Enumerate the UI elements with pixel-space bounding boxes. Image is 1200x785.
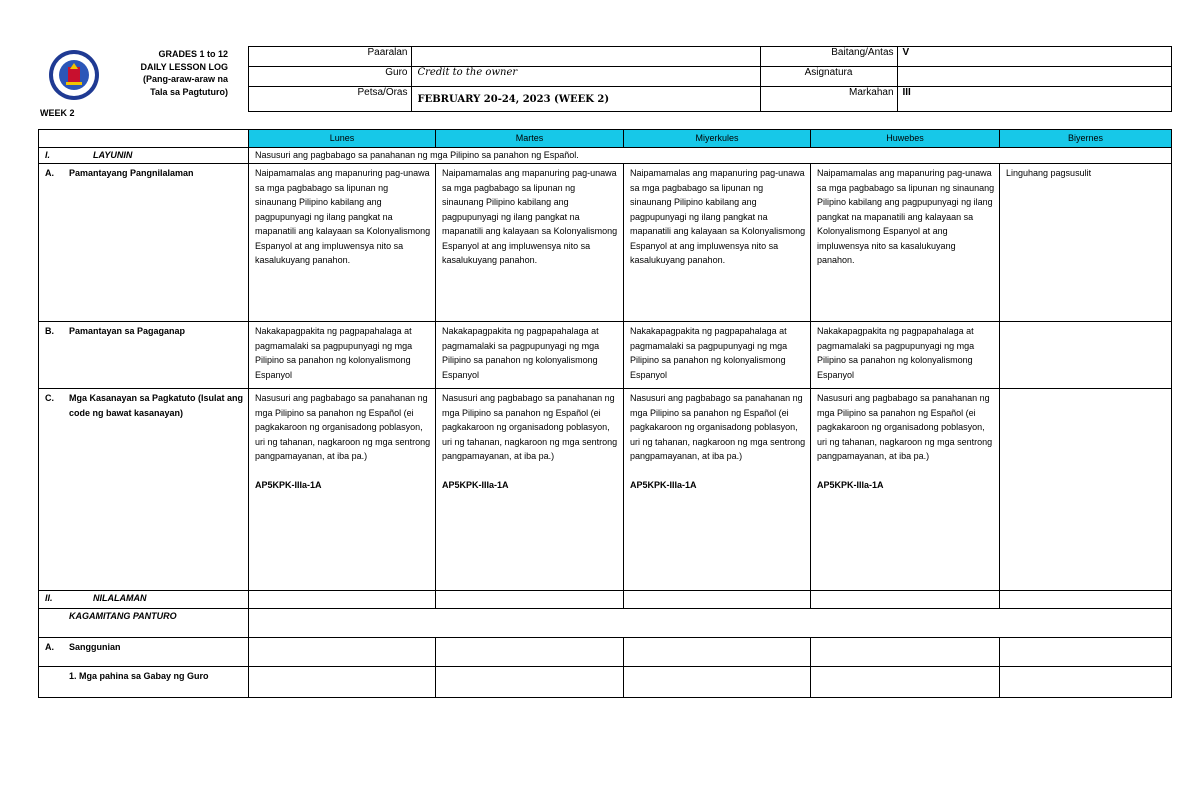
section-title: Pamantayang Pangnilalaman <box>69 168 194 178</box>
huwebes-cell <box>811 389 1000 591</box>
seal-area <box>38 47 248 112</box>
day-header: Martes <box>436 130 624 148</box>
kasanayan-row <box>39 389 1172 591</box>
section-number: B. <box>45 326 54 336</box>
lunes-cell: Naipamamalas ang mapanuring pag-unawa sa mga pagbabago sa lipunan ng sinaunang Pilipino kabilang ang pagpupunyagi ng ilang pangkat na mapanatili ang kalayaan sa Kolonyalismong Espanyol at ang impluwensya nito sa kasalukuyang panahon. <box>249 164 436 322</box>
layunin-row <box>39 148 1172 164</box>
section-number: C. <box>45 393 54 403</box>
section-title: NILALAMAN <box>93 593 147 603</box>
martes-cell <box>436 389 624 591</box>
kasanayan-text: Nasusuri ang pagbabago sa panahanan ng mga Pilipino sa panahon ng Español (ei pagkakaroon ng organisadong poblasyon, uri ng tahanan, nagkaroon ng mga sentrong pangpamayanan, at iba pa.) <box>442 393 618 461</box>
kasanayan-code: AP5KPK-IIIa-1A <box>255 479 322 490</box>
martes-cell <box>436 591 624 609</box>
day-header: Miyerkules <box>624 130 811 148</box>
day-header: Huwebes <box>811 130 1000 148</box>
biyernes-cell <box>1000 667 1172 698</box>
lunes-cell <box>249 591 436 609</box>
section-number: A. <box>45 642 54 652</box>
nilalaman-row <box>39 591 1172 609</box>
kasanayan-code: AP5KPK-IIIa-1A <box>817 479 884 490</box>
pamantayang-pangnilalaman-row <box>39 164 1172 322</box>
asignatura-label: Asignatura <box>760 67 897 87</box>
paaralan-label: Paaralan <box>248 47 411 67</box>
pamantayan-sa-pagaganap-label <box>39 322 249 389</box>
lunes-cell <box>249 389 436 591</box>
huwebes-cell <box>811 591 1000 609</box>
log-title-line: Tala sa Pagtuturo) <box>150 86 228 97</box>
miyerkules-cell <box>624 591 811 609</box>
section-number: I. <box>45 150 51 160</box>
log-title-line: DAILY LESSON LOG <box>140 61 228 72</box>
biyernes-cell: Linguhang pagsusulit <box>1000 164 1172 322</box>
pahina-guro-label: 1. Mga pahina sa Gabay ng Guro <box>39 667 249 698</box>
kagamitang-panturo-label: KAGAMITANG PANTURO <box>39 609 249 638</box>
asignatura-value <box>897 67 1171 87</box>
pamantayan-sa-pagaganap-row <box>39 322 1172 389</box>
log-title-line: GRADES 1 to 12 <box>158 49 228 59</box>
section-title: LAYUNIN <box>93 150 133 160</box>
baitang-label: Baitang/Antas <box>760 47 897 67</box>
huwebes-cell <box>811 667 1000 698</box>
martes-cell <box>436 667 624 698</box>
sanggunian-row <box>39 638 1172 667</box>
markahan-value: III <box>897 87 1171 112</box>
kasanayan-text: Nasusuri ang pagbabago sa panahanan ng mga Pilipino sa panahon ng Español (ei pagkakaroon ng organisadong poblasyon, uri ng tahanan, nagkaroon ng mga sentrong pangpamayanan, at iba pa.) <box>630 393 806 461</box>
petsa-label: Petsa/Oras <box>248 87 411 112</box>
pamantayang-pangnilalaman-label <box>39 164 249 322</box>
petsa-value: FEBRUARY 20-24, 2023 (WEEK 2) <box>411 87 760 112</box>
biyernes-cell <box>1000 322 1172 389</box>
miyerkules-cell <box>624 667 811 698</box>
miyerkules-cell: Naipamamalas ang mapanuring pag-unawa sa mga pagbabago sa lipunan ng sinaunang Pilipino kabilang ang pagpupunyagi ng ilang pangkat na mapanatili ang kalayaan sa Kolonyalismong Espanyol at ang impluwensya nito sa kasalukuyang panahon. <box>624 164 811 322</box>
section-number: II. <box>45 593 53 603</box>
kasanayan-code: AP5KPK-IIIa-1A <box>630 479 697 490</box>
martes-cell <box>436 638 624 667</box>
miyerkules-cell <box>624 638 811 667</box>
kasanayan-text: Nasusuri ang pagbabago sa panahanan ng mga Pilipino sa panahon ng Español (ei pagkakaroon ng organisadong poblasyon, uri ng tahanan, nagkaroon ng mga sentrong pangpamayanan, at iba pa.) <box>255 393 431 461</box>
sanggunian-label <box>39 638 249 667</box>
section-title: Sanggunian <box>69 642 121 652</box>
day-header: Lunes <box>249 130 436 148</box>
guro-value: Credit to the owner <box>411 67 760 87</box>
lunes-cell <box>249 667 436 698</box>
section-title: Mga Kasanayan sa Pagkatuto (Isulat ang code ng bawat kasanayan) <box>69 393 244 418</box>
kasanayan-label <box>39 389 249 591</box>
miyerkules-cell <box>624 389 811 591</box>
biyernes-cell <box>1000 638 1172 667</box>
biyernes-cell <box>1000 389 1172 591</box>
miyerkules-cell: Nakakapagpakita ng pagpapahalaga at pagmamalaki sa pagpupunyagi ng mga Pilipino sa panahon ng kolonyalismong Espanyol <box>624 322 811 389</box>
paaralan-value <box>411 47 760 67</box>
biyernes-cell <box>1000 591 1172 609</box>
kagamitang-panturo-cell <box>249 609 1172 638</box>
huwebes-cell <box>811 638 1000 667</box>
day-header-row <box>39 130 1172 148</box>
lesson-table <box>38 129 1172 698</box>
pahina-guro-row <box>39 667 1172 698</box>
markahan-label: Markahan <box>760 87 897 112</box>
kasanayan-code: AP5KPK-IIIa-1A <box>442 479 509 490</box>
day-header: Biyernes <box>1000 130 1172 148</box>
kagamitang-panturo-row <box>39 609 1172 638</box>
huwebes-cell: Naipamamalas ang mapanuring pag-unawa sa mga pagbabago sa lipunan ng sinaunang Pilipino kabilang ang pagpupunyagi ng ilang pangkat na mapanatili ang kalayaan sa Kolonyalismong Espanyol at ang impluwensya nito sa kasalukuyang panahon. <box>811 164 1000 322</box>
log-title-line: (Pang-araw-araw na <box>142 74 228 84</box>
section-number: A. <box>45 168 54 178</box>
section-title: Pamantayan sa Pagaganap <box>69 326 186 336</box>
layunin-text: Nasusuri ang pagbabago sa panahanan ng mga Pilipino sa panahon ng Español. <box>249 148 1172 164</box>
lunes-cell <box>249 638 436 667</box>
huwebes-cell: Nakakapagpakita ng pagpapahalaga at pagmamalaki sa pagpupunyagi ng mga Pilipino sa panahon ng kolonyalismong Espanyol <box>811 322 1000 389</box>
baitang-value: V <box>897 47 1171 67</box>
corner-cell <box>39 130 249 148</box>
martes-cell: Nakakapagpakita ng pagpapahalaga at pagmamalaki sa pagpupunyagi ng mga Pilipino sa panahon ng kolonyalismong Espanyol <box>436 322 624 389</box>
week-label: WEEK 2 <box>40 108 75 118</box>
martes-cell: Naipamamalas ang mapanuring pag-unawa sa mga pagbabago sa lipunan ng sinaunang Pilipino kabilang ang pagpupunyagi ng ilang pangkat na mapanatili ang kalayaan sa Kolonyalismong Espanyol at ang impluwensya nito sa kasalukuyang panahon. <box>436 164 624 322</box>
guro-label: Guro <box>248 67 411 87</box>
header-info-table <box>38 46 1172 112</box>
nilalaman-label <box>39 591 249 609</box>
lunes-cell: Nakakapagpakita ng pagpapahalaga at pagmamalaki sa pagpupunyagi ng mga Pilipino sa panahon ng kolonyalismong Espanyol <box>249 322 436 389</box>
kasanayan-text: Nasusuri ang pagbabago sa panahanan ng mga Pilipino sa panahon ng Español (ei pagkakaroon ng organisadong poblasyon, uri ng tahanan, nagkaroon ng mga sentrong pangpamayanan, at iba pa.) <box>817 393 993 461</box>
layunin-label <box>39 148 249 164</box>
